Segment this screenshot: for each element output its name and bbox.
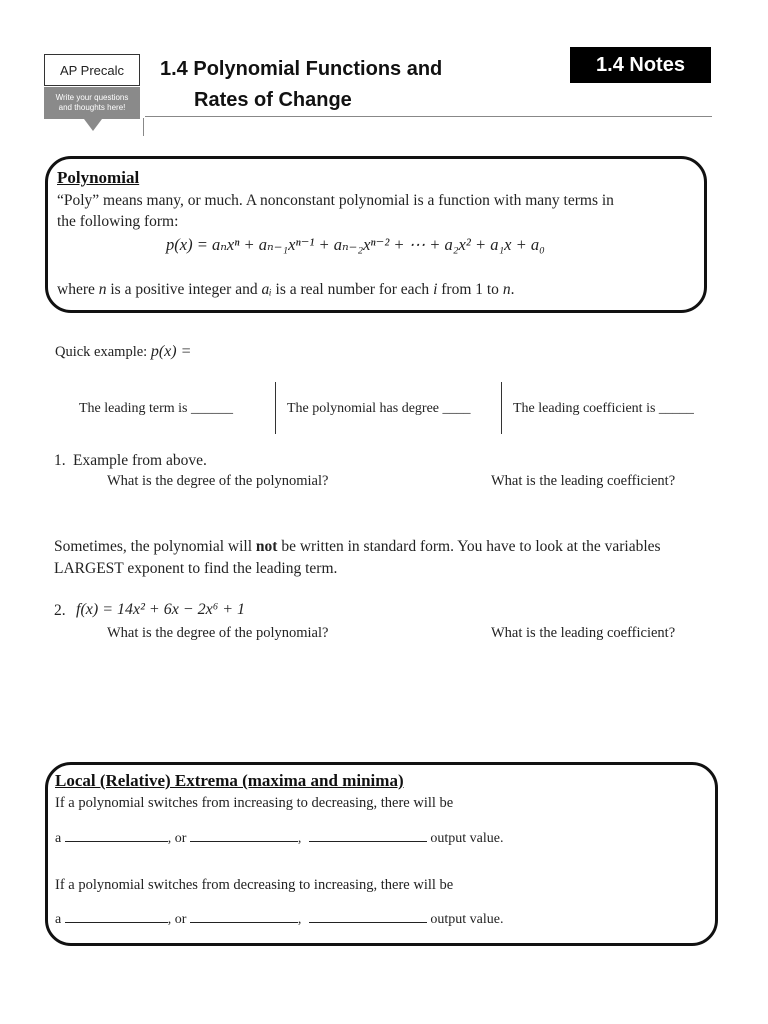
polynomial-text-line-1: “Poly” means many, or much. A nonconstant polynomial is a function with many terms in (57, 192, 614, 209)
polynomial-heading: Polynomial (57, 168, 140, 187)
polynomial-general-form: p(x) = aₙxⁿ + aₙ₋₁xⁿ⁻¹ + aₙ₋₂xⁿ⁻² + ⋯ + a₂x² + a₁x + a₀ (166, 235, 545, 254)
down-arrow-icon (84, 119, 102, 131)
question-2-degree: What is the degree of the polynomial? (107, 625, 329, 641)
course-label: AP Precalc (44, 54, 140, 86)
notes-badge: 1.4 Notes (570, 47, 711, 83)
question-1-number: 1. (54, 452, 66, 469)
question-1-degree: What is the degree of the polynomial? (107, 473, 329, 489)
quick-example-line: Quick example: p(x) = (55, 343, 192, 360)
blank-field[interactable] (65, 908, 168, 923)
inc-to-dec-statement: If a polynomial switches from increasing to decreasing, there will be (55, 795, 454, 811)
standard-form-note-line-1: Sometimes, the polynomial will not be written in standard form. You have to look at the variables (54, 538, 661, 555)
extrema-fill-line-1: a , or , output value. (55, 827, 504, 847)
notes-hint-box (44, 87, 140, 119)
leading-term-prompt: The leading term is ______ (79, 401, 233, 416)
blank-field[interactable] (190, 827, 298, 842)
blank-field[interactable] (190, 908, 298, 923)
degree-prompt: The polynomial has degree ____ (287, 401, 471, 416)
question-2-expression: f(x) = 14x² + 6x − 2x⁶ + 1 (76, 601, 246, 618)
local-extrema-heading: Local (Relative) Extrema (maxima and minima) (55, 771, 404, 790)
page-title-line-2: Rates of Change (194, 89, 352, 111)
extrema-fill-line-2: a , or , output value. (55, 908, 504, 928)
blank-field[interactable] (309, 827, 427, 842)
column-divider-1 (275, 382, 276, 434)
hint-line-1: Write your questions (55, 93, 129, 102)
notes-column-line (143, 118, 144, 136)
question-1-coefficient: What is the leading coefficient? (491, 473, 676, 489)
question-2-number: 2. (54, 602, 66, 619)
question-1-title: Example from above. (73, 452, 207, 469)
question-2-coefficient: What is the leading coefficient? (491, 625, 676, 641)
standard-form-note-line-2: LARGEST exponent to find the leading term. (54, 560, 338, 577)
header-divider (145, 116, 712, 117)
dec-to-inc-statement: If a polynomial switches from decreasing to increasing, there will be (55, 877, 454, 893)
column-divider-2 (501, 382, 502, 434)
blank-field[interactable] (309, 908, 427, 923)
leading-coefficient-prompt: The leading coefficient is _____ (513, 401, 694, 416)
polynomial-where-line: where n is a positive integer and aᵢ is a real number for each i from 1 to n. (57, 281, 515, 298)
polynomial-text-line-2: the following form: (57, 213, 179, 230)
hint-line-2: and thoughts here! (58, 103, 126, 112)
page-title-line-1: 1.4 Polynomial Functions and (160, 58, 443, 80)
blank-field[interactable] (65, 827, 168, 842)
